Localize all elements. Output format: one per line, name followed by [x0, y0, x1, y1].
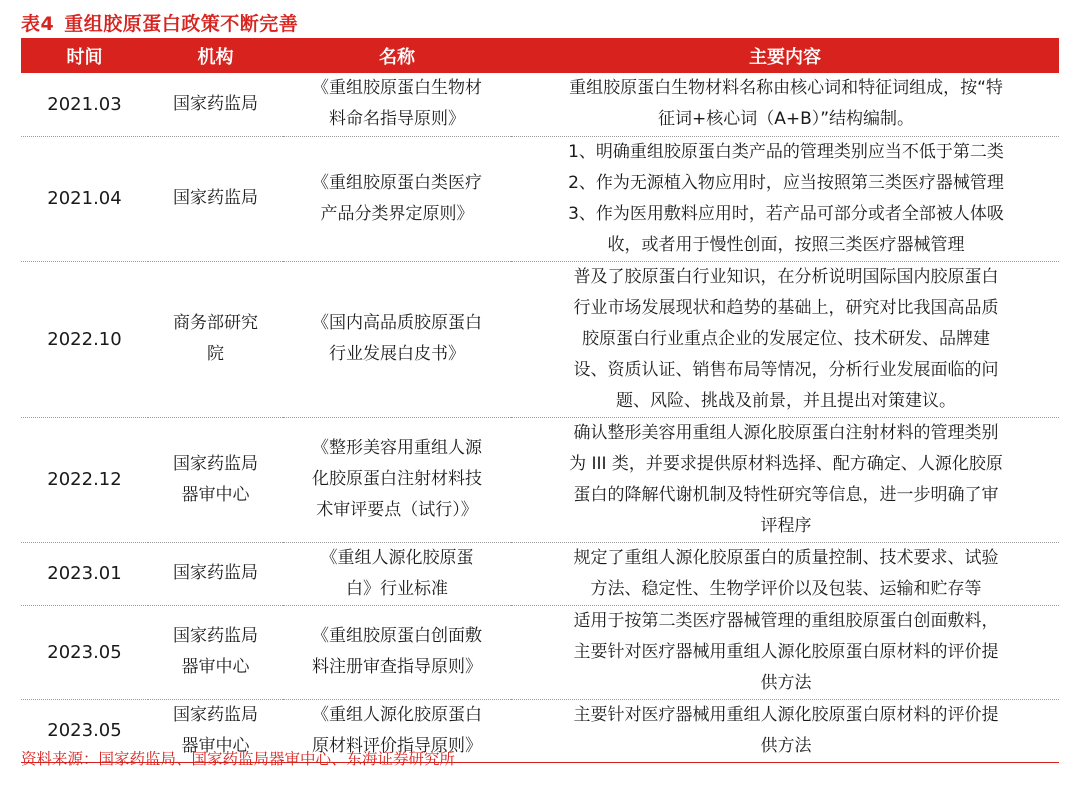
cell-content [511, 136, 1059, 261]
cell-content [511, 73, 1059, 136]
cell-content-line: 1、明确重组胶原蛋白类产品的管理类别应当不低于第二类 [568, 141, 1004, 162]
cell-content-line: 重组胶原蛋白生物材料名称由核心词和特征词组成，按“特 [569, 78, 1003, 99]
cell-content-line: 设、资质认证、销售布局等情况，分析行业发展面临的问 [573, 359, 999, 380]
table-header [21, 38, 1059, 73]
cell-name-line: 化胶原蛋白注射材料技 [312, 469, 482, 489]
cell-org-line: 国家药监局 [173, 93, 258, 114]
table-title [21, 10, 298, 38]
cell-name-line: 《重组胶原蛋白类医疗 [312, 172, 482, 193]
source-note: 资料来源：国家药监局、国家药监局器审中心、东海证券研究所 [21, 750, 456, 768]
table-row [21, 73, 1059, 136]
table-row [21, 261, 1059, 417]
cell-content-line: 行业市场发展现状和趋势的基础上，研究对比我国高品质 [573, 297, 999, 318]
cell-org-line: 国家药监局 [173, 563, 258, 583]
cell-date: 2023.05 [47, 720, 122, 741]
table-row [21, 542, 1059, 605]
table-row [21, 136, 1059, 261]
cell-name-line: 《重组胶原蛋白生物材 [312, 78, 482, 99]
cell-name [283, 261, 511, 417]
cell-content-line: 蛋白的降解代谢机制及特性研究等信息，进一步明确了审 [573, 484, 999, 505]
cell-content-line: 确认整形美容用重组人源化胶原蛋白注射材料的管理类别 [573, 422, 999, 443]
cell-content-line: 供方法 [760, 672, 812, 693]
cell-content [511, 417, 1059, 542]
cell-org [148, 73, 283, 136]
table-title-text: 重组胶原蛋白政策不断完善 [64, 13, 299, 35]
cell-name-line: 原材料评价指导原则》 [312, 735, 482, 756]
cell-content [511, 542, 1059, 605]
table-row [21, 417, 1059, 542]
cell-name-line: 行业发展白皮书》 [329, 344, 465, 364]
cell-name-line: 《整形美容用重组人源 [312, 438, 482, 458]
cell-org-line: 国家药监局 [173, 188, 258, 208]
cell-content-line: 题、风险、挑战及前景，并且提出对策建议。 [616, 390, 956, 411]
cell-org [148, 136, 283, 261]
column-header-date: 时间 [66, 46, 103, 68]
cell-date: 2021.03 [47, 93, 122, 115]
cell-name-line: 产品分类界定原则》 [320, 203, 474, 224]
cell-content-line: 胶原蛋白行业重点企业的发展定位、技术研发、品牌建 [582, 328, 990, 349]
cell-content-line: 主要针对医疗器械用重组人源化胶原蛋白原材料的评价提 [573, 704, 999, 725]
cell-content-line: 普及了胶原蛋白行业知识，在分析说明国际国内胶原蛋白 [573, 266, 999, 287]
cell-date: 2022.10 [47, 328, 122, 350]
cell-org [148, 605, 283, 699]
cell-content-line: 供方法 [760, 735, 812, 756]
cell-content-line: 3、作为医用敷料应用时，若产品可部分或者全部被人体吸 [568, 203, 1004, 224]
cell-content-line: 规定了重组人源化胶原蛋白的质量控制、技术要求、试验 [573, 547, 999, 568]
cell-org-line: 国家药监局 [173, 453, 258, 474]
cell-org-line: 器审中心 [181, 735, 250, 756]
column-header-name: 名称 [379, 46, 415, 68]
cell-name [283, 73, 511, 136]
cell-org-line: 国家药监局 [173, 704, 258, 725]
column-header-content: 主要内容 [749, 46, 821, 68]
table-body [21, 73, 1059, 762]
table-row [21, 605, 1059, 699]
cell-name-line: 白》行业标准 [346, 578, 448, 599]
cell-content [511, 699, 1059, 762]
cell-content-line: 为 III 类，并要求提供原材料选择、配方确定、人源化胶原 [569, 453, 1003, 474]
cell-content-line: 适用于按第二类医疗器械管理的重组胶原蛋白创面敷料， [573, 610, 999, 631]
cell-org-line: 国家药监局 [173, 626, 258, 646]
cell-date: 2023.01 [47, 563, 122, 584]
cell-name-line: 《国内高品质胶原蛋白 [312, 313, 482, 333]
cell-name-line: 《重组人源化胶原蛋 [320, 547, 474, 568]
cell-name-line: 《重组胶原蛋白创面敷 [312, 626, 482, 646]
header-row [21, 38, 1059, 73]
cell-name-line: 料命名指导原则》 [329, 109, 465, 130]
cell-org [148, 261, 283, 417]
cell-date: 2021.04 [47, 188, 122, 209]
cell-org [148, 542, 283, 605]
cell-name [283, 605, 511, 699]
cell-org [148, 417, 283, 542]
cell-content-line: 主要针对医疗器械用重组人源化胶原蛋白原材料的评价提 [573, 641, 999, 662]
column-header-org: 机构 [197, 46, 234, 68]
cell-org-line: 院 [207, 344, 224, 364]
cell-content-line: 收，或者用于慢性创面，按照三类医疗器械管理 [607, 234, 965, 255]
cell-content [511, 261, 1059, 417]
cell-name-line: 术审评要点（试行）》 [316, 500, 478, 520]
cell-content-line: 2、作为无源植入物应用时，应当按照第三类医疗器械管理 [568, 172, 1004, 193]
cell-content-line: 评程序 [760, 515, 812, 536]
cell-name-line: 料注册审查指导原则》 [312, 657, 482, 677]
table-number: 表4 [21, 13, 55, 35]
cell-name [283, 136, 511, 261]
cell-content-line: 征词+核心词（A+B）”结构编制。 [657, 109, 915, 130]
cell-name-line: 《重组人源化胶原蛋白 [312, 704, 482, 725]
policy-table [21, 38, 1059, 763]
cell-name [283, 417, 511, 542]
cell-date: 2022.12 [47, 469, 122, 490]
cell-date: 2023.05 [47, 641, 122, 663]
cell-org-line: 器审中心 [181, 657, 250, 677]
cell-org-line: 商务部研究 [173, 313, 258, 333]
cell-org-line: 器审中心 [181, 484, 250, 505]
cell-content-line: 方法、稳定性、生物学评价以及包装、运输和贮存等 [590, 578, 982, 599]
cell-name [283, 542, 511, 605]
cell-content [511, 605, 1059, 699]
